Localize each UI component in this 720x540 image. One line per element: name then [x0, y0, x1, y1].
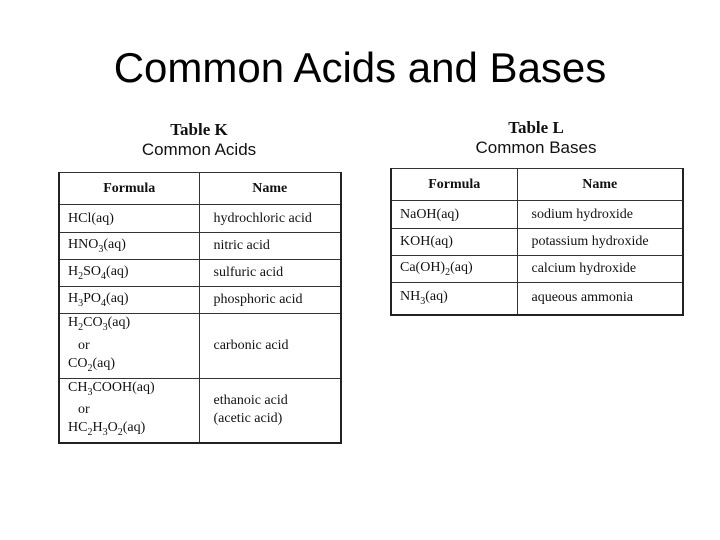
- name-line: (acetic acid): [213, 411, 283, 427]
- name-cell: aqueous ammonia: [517, 283, 683, 315]
- acids-table: [58, 172, 342, 444]
- header-name: Name: [517, 169, 683, 201]
- formula-cell: KOH(aq): [391, 229, 517, 256]
- name-cell: potassium hydroxide: [517, 229, 683, 256]
- table-l-name: Common Bases: [475, 138, 597, 157]
- name-cell: carbonic acid: [199, 314, 341, 379]
- table-row: [391, 283, 683, 315]
- name-cell: nitric acid: [199, 233, 341, 260]
- table-k-name: Common Acids: [141, 140, 257, 159]
- formula-cell: $Ca(OH)_2(aq)$: [391, 256, 517, 283]
- table-row: [59, 205, 341, 233]
- table-row: [391, 201, 683, 229]
- header-formula: Formula: [391, 169, 517, 201]
- table-row: [59, 260, 341, 287]
- table-l-caption: [390, 118, 682, 158]
- formula-cell: $CH_3COOH(aq)$ or $HC_2H_3O_2(aq)$: [59, 378, 199, 443]
- table-l-number: Table L: [508, 118, 564, 137]
- name-cell: hydrochloric acid: [199, 205, 341, 233]
- table-row: [59, 233, 341, 260]
- header-name: Name: [199, 173, 341, 205]
- name-cell: calcium hydroxide: [517, 256, 683, 283]
- table-row: [59, 378, 341, 443]
- name-cell: phosphoric acid: [199, 287, 341, 314]
- formula-cell: $H_2CO_3(aq)$ or $CO_2(aq)$: [59, 314, 199, 379]
- name-cell: [199, 378, 341, 443]
- formula-cell: $HNO_3(aq)$: [59, 233, 199, 260]
- slide-title: Common Acids and Bases: [113, 44, 607, 91]
- formula-cell: $NH_3(aq)$: [391, 283, 517, 315]
- name-line: ethanoic acid: [213, 393, 288, 409]
- formula-cell: NaOH(aq): [391, 201, 517, 229]
- formula-cell: $H_3PO_4(aq)$: [59, 287, 199, 314]
- bases-table: [390, 168, 684, 316]
- table-row: [59, 314, 341, 379]
- table-k-caption: [58, 120, 340, 160]
- table-row: [391, 256, 683, 283]
- name-cell: sodium hydroxide: [517, 201, 683, 229]
- formula-cell: HCl(aq): [59, 205, 199, 233]
- formula-cell: $H_2SO_4(aq)$: [59, 260, 199, 287]
- table-row: [391, 229, 683, 256]
- name-cell: sulfuric acid: [199, 260, 341, 287]
- table-row: [59, 287, 341, 314]
- header-formula: Formula: [59, 173, 199, 205]
- table-k-number: Table K: [170, 120, 228, 139]
